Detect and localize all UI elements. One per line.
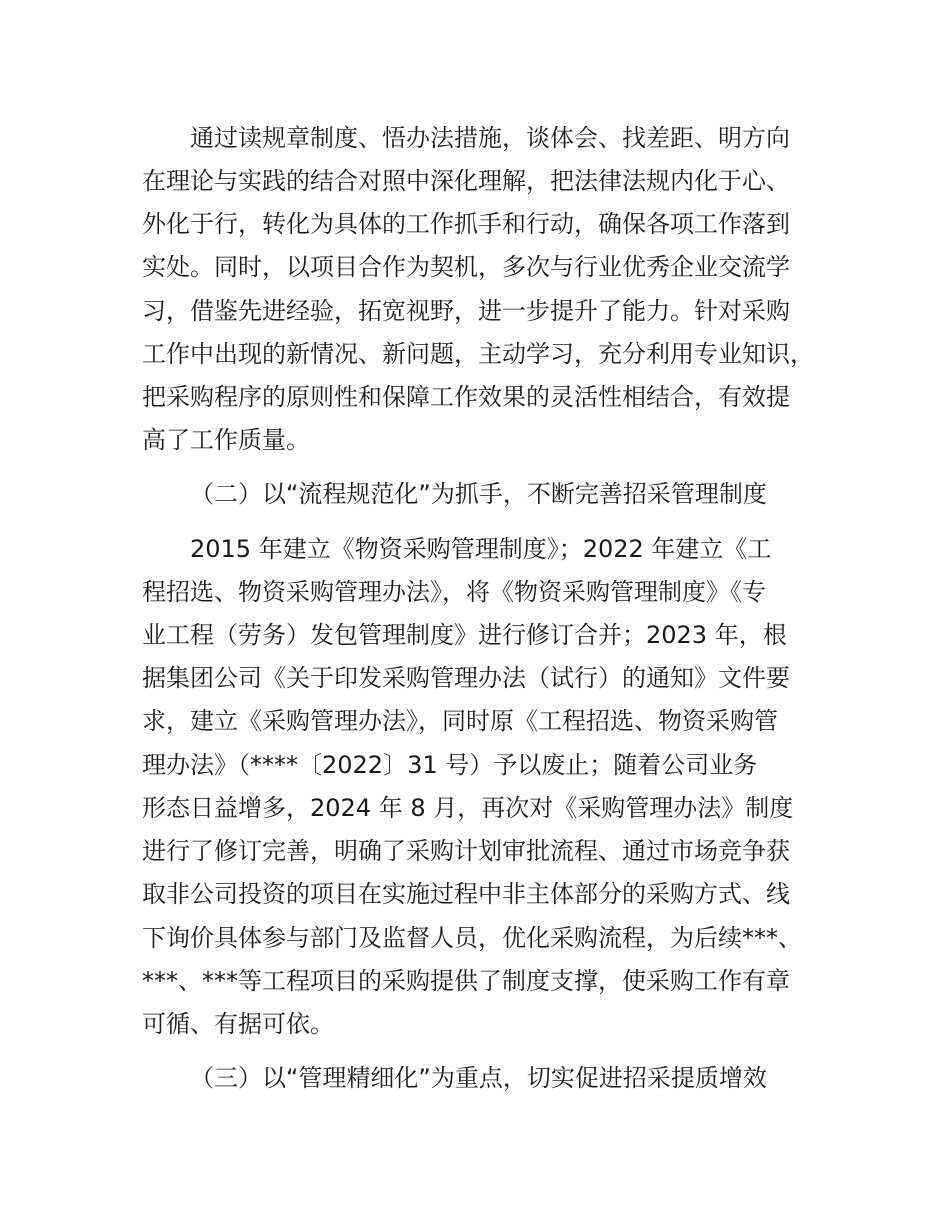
paragraph-1-line-4: 实处。同时，以项目合作为契机，多次与行业优秀企业交流学	[142, 253, 790, 281]
paragraph-2-line-6: 理办法》（****〔2022〕31 号）予以废止；随着公司业务	[142, 751, 758, 779]
paragraph-1-line-1: 通过读规章制度、悟办法措施，谈体会、找差距、明方向	[190, 124, 790, 152]
paragraph-2-line-4: 据集团公司《关于印发采购管理办法（试行）的通知》文件要	[142, 664, 790, 692]
paragraph-2-line-10: 下询价具体参与部门及监督人员，优化采购流程，为后续***、	[142, 924, 802, 952]
paragraph-2-line-8: 进行了修订完善，明确了采购计划审批流程、通过市场竞争获	[142, 837, 790, 865]
paragraph-2-line-3: 业工程（劳务）发包管理制度》进行修订合并；2023 年，根	[142, 621, 787, 649]
paragraph-1-line-7: 把采购程序的原则性和保障工作效果的灵活性相结合，有效提	[142, 383, 790, 411]
paragraph-1-line-3: 外化于行，转化为具体的工作抓手和行动，确保各项工作落到	[142, 210, 790, 238]
paragraph-2-line-9: 取非公司投资的项目在实施过程中非主体部分的采购方式、线	[142, 880, 790, 908]
paragraph-1-line-5: 习，借鉴先进经验，拓宽视野，进一步提升了能力。针对采购	[142, 297, 790, 325]
paragraph-2-line-5: 求，建立《采购管理办法》，同时原《工程招选、物资采购管	[142, 707, 778, 735]
paragraph-1-line-8: 高了工作质量。	[142, 426, 310, 454]
paragraph-2-line-12: 可循、有据可依。	[142, 1010, 334, 1038]
paragraph-2-line-11: ***、***等工程项目的采购提供了制度支撑，使采购工作有章	[142, 967, 790, 995]
paragraph-2-line-7: 形态日益增多，2024 年 8 月，再次对《采购管理办法》制度	[142, 794, 794, 822]
paragraph-1-line-6: 工作中出现的新情况、新问题，主动学习，充分利用专业知识，	[142, 340, 814, 368]
paragraph-2-line-1: 2015 年建立《物资采购管理制度》；2022 年建立《工	[190, 535, 772, 563]
paragraph-1-line-2: 在理论与实践的结合对照中深化理解，把法律法规内化于心、	[142, 167, 790, 195]
section-heading-3: （三）以“管理精细化”为重点，切实促进招采提质增效	[190, 1064, 767, 1092]
section-heading-2: （二）以“流程规范化”为抓手，不断完善招采管理制度	[190, 480, 767, 508]
paragraph-2-line-2: 程招选、物资采购管理办法》，将《物资采购管理制度》《专	[142, 578, 766, 606]
